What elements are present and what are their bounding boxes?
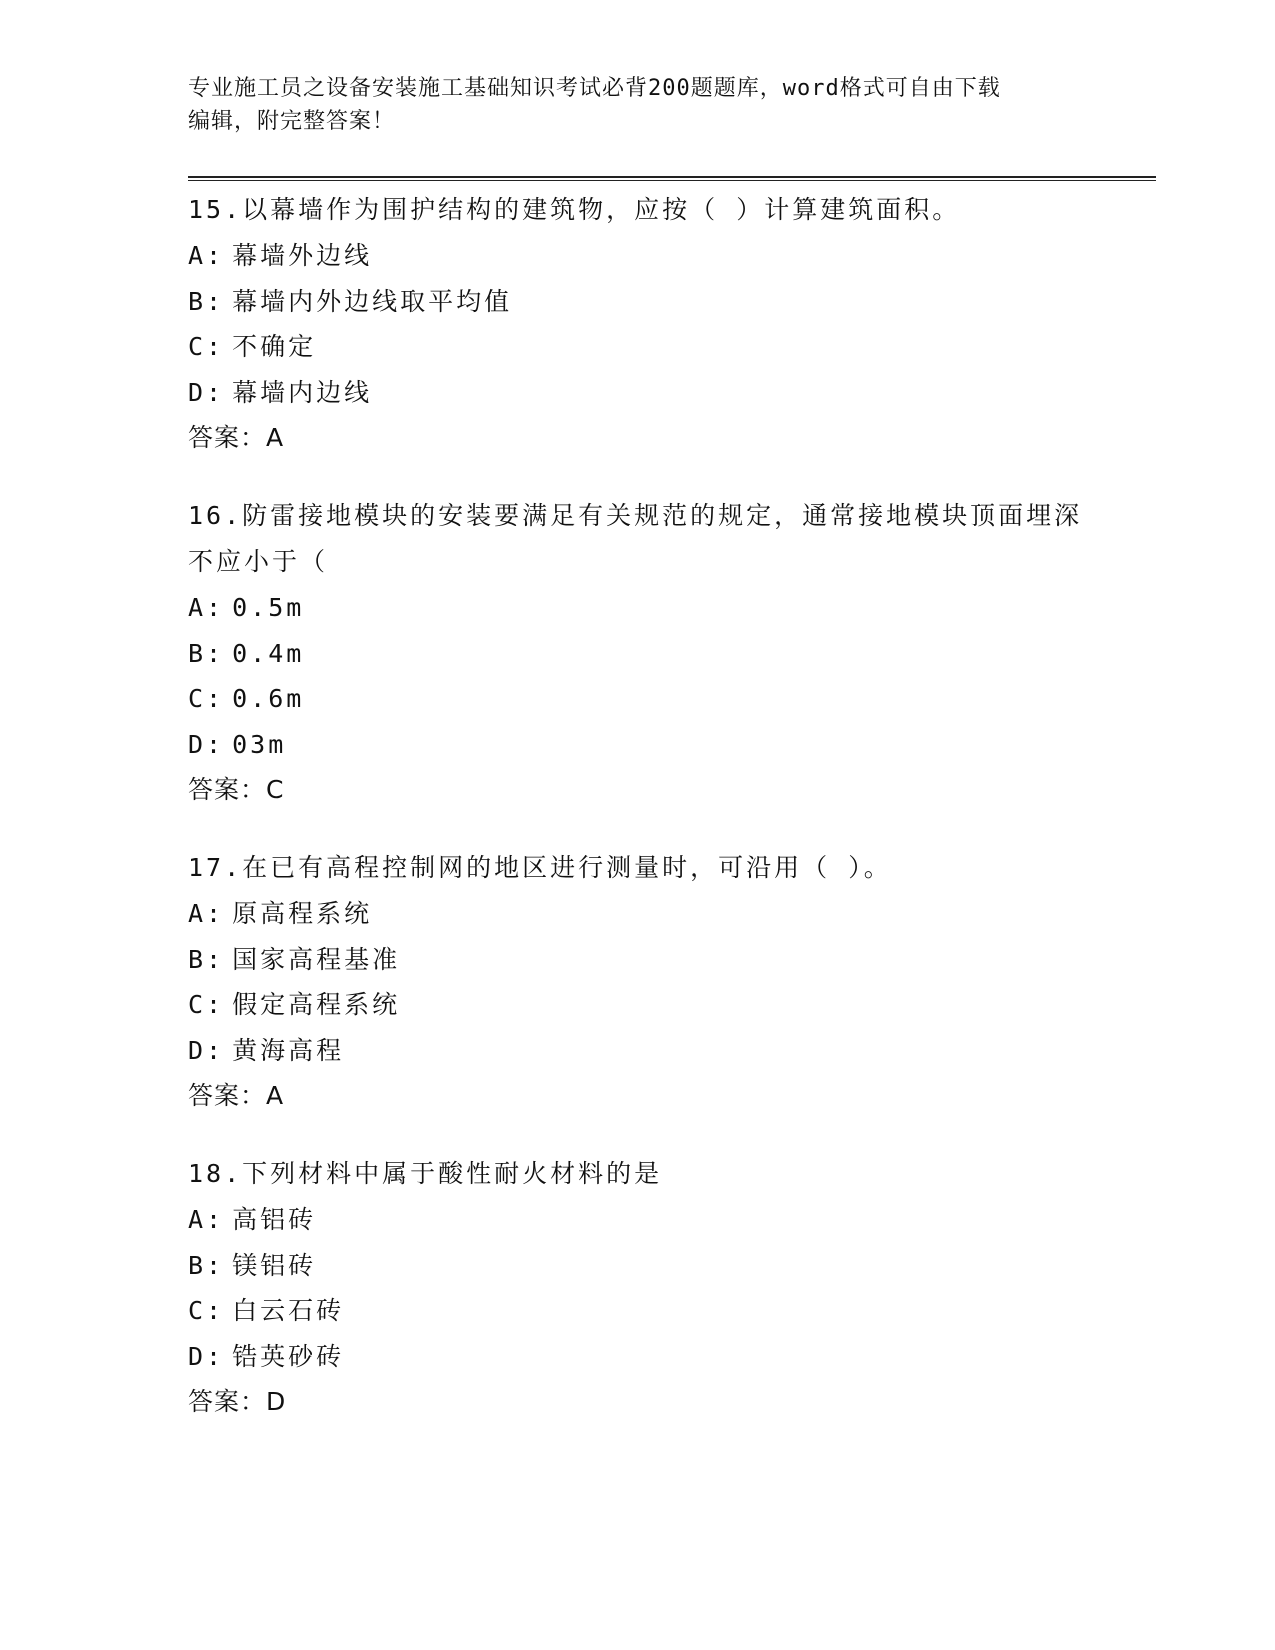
option-text: 幕墙内边线	[232, 377, 373, 407]
option-text: 幕墙外边线	[232, 241, 373, 270]
option-d	[188, 1028, 1088, 1074]
option-d	[188, 370, 1088, 416]
question-text: 15.以幕墙作为围护结构的建筑物，应按（ ）计算建筑面积。	[188, 195, 961, 224]
question-text: 18.下列材料中属于酸性耐火材料的是	[188, 1159, 663, 1188]
option-key: A:	[188, 899, 225, 928]
question-18	[188, 1151, 1088, 1425]
option-key: B:	[188, 1250, 225, 1280]
option-c	[188, 324, 1088, 370]
option-c	[188, 982, 1088, 1028]
option-text: 黄海高程	[232, 1035, 345, 1065]
option-text: 锆英砂砖	[232, 1341, 345, 1371]
option-text: 不确定	[232, 332, 317, 361]
option-text: 假定高程系统	[232, 990, 401, 1019]
option-key: D:	[188, 1341, 225, 1371]
option-d	[188, 1334, 1088, 1380]
answer-line: 答案：C	[188, 775, 285, 804]
option-key: C:	[188, 684, 225, 713]
option-key: B:	[188, 944, 225, 974]
option-text: 0.5m	[232, 593, 305, 622]
question-text: 17.在已有高程控制网的地区进行测量时，可沿用（ ）。	[188, 853, 892, 882]
option-text: 原高程系统	[232, 899, 373, 928]
option-key: C:	[188, 990, 225, 1019]
answer-line: 答案：A	[188, 1081, 285, 1110]
question-text: 16.防雷接地模块的安装要满足有关规范的规定，通常接地模块顶面埋深不应小于（	[188, 501, 1083, 576]
answer-line: 答案：A	[188, 423, 285, 452]
option-key: D:	[188, 729, 225, 759]
option-b	[188, 631, 1088, 677]
option-text: 镁铝砖	[232, 1250, 317, 1280]
header-line-1: 专业施工员之设备安装施工基础知识考试必背200题题库，word格式可自由下载	[188, 76, 1001, 101]
header-divider	[188, 176, 1156, 181]
option-text: 白云石砖	[232, 1296, 345, 1325]
option-a	[188, 233, 1088, 279]
option-key: B:	[188, 286, 225, 316]
option-key: A:	[188, 593, 225, 622]
option-key: D:	[188, 377, 225, 407]
question-15	[188, 187, 1088, 461]
header-line-2: 编辑，附完整答案！	[188, 109, 396, 134]
option-a	[188, 1197, 1088, 1243]
option-text: 国家高程基准	[232, 944, 401, 974]
option-key: B:	[188, 638, 225, 668]
question-17	[188, 845, 1088, 1119]
answer-line: 答案：D	[188, 1387, 287, 1416]
option-key: A:	[188, 1205, 225, 1234]
option-text: 0.4m	[232, 638, 305, 668]
option-d	[188, 722, 1088, 768]
option-key: C:	[188, 1296, 225, 1325]
option-c	[188, 1288, 1088, 1334]
option-key: D:	[188, 1035, 225, 1065]
option-key: A:	[188, 241, 225, 270]
option-b	[188, 279, 1088, 325]
document-header	[188, 72, 1088, 138]
option-b	[188, 937, 1088, 983]
question-list	[188, 187, 1088, 1457]
option-b	[188, 1243, 1088, 1289]
option-a	[188, 891, 1088, 937]
question-16	[188, 493, 1088, 813]
option-text: 幕墙内外边线取平均值	[232, 286, 513, 316]
option-key: C:	[188, 332, 225, 361]
option-text: 03m	[232, 729, 287, 759]
option-text: 0.6m	[232, 684, 305, 713]
option-a	[188, 585, 1088, 631]
option-c	[188, 676, 1088, 722]
option-text: 高铝砖	[232, 1205, 317, 1234]
